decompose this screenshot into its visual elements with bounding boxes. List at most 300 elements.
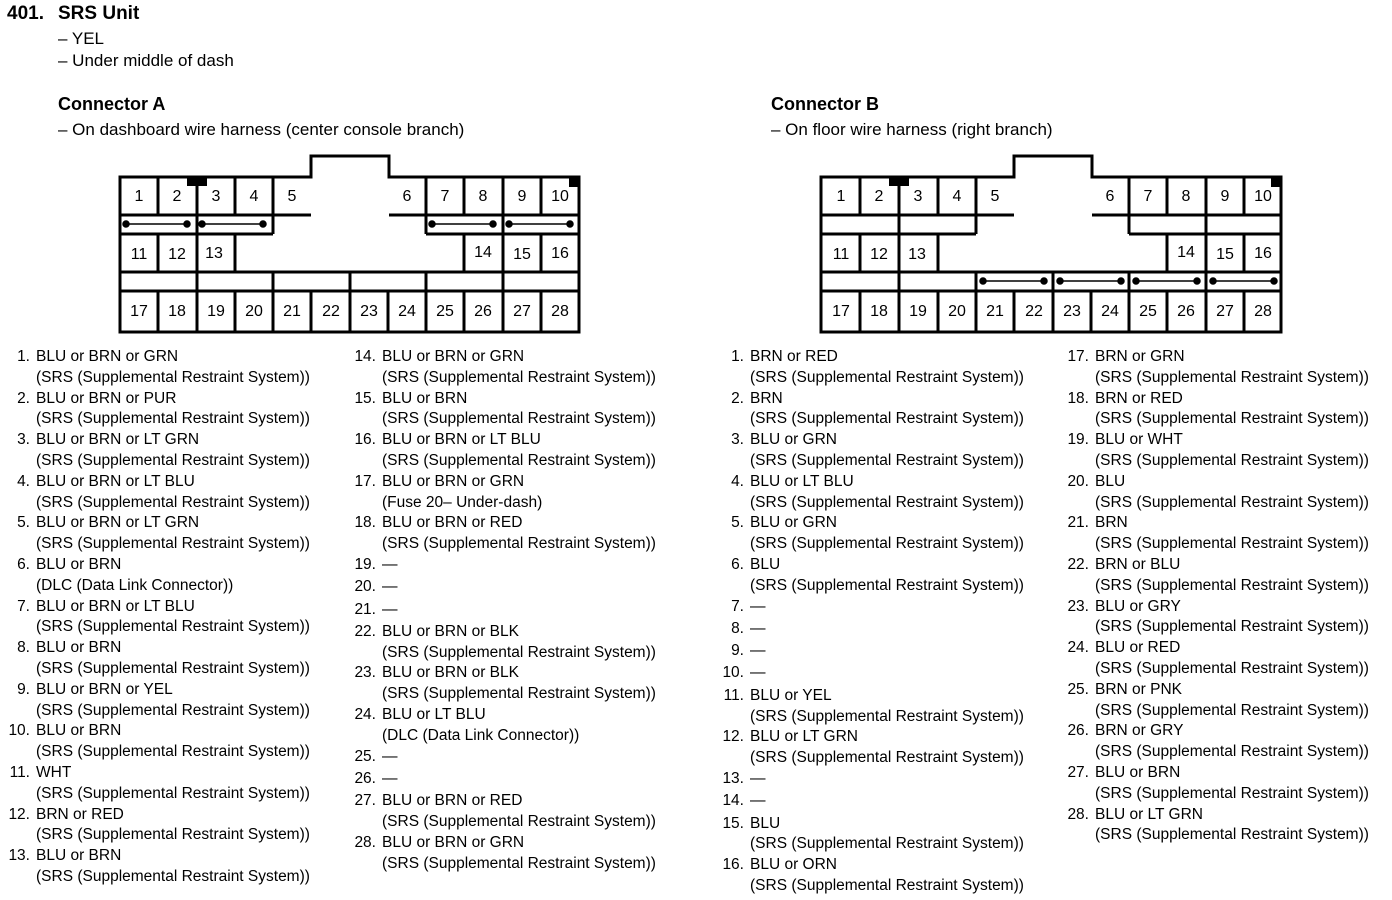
pin-label: 24: [1101, 303, 1119, 320]
wire-color: —: [750, 792, 766, 810]
pin-number: 24.: [1067, 639, 1089, 657]
pin-entry: [1063, 430, 1369, 472]
pin-description: [382, 430, 656, 472]
circuit-description: (SRS (Supplemental Restraint System)): [382, 410, 656, 428]
pin-label: 7: [440, 188, 450, 205]
wire-color: BLU or BRN or YEL: [36, 680, 173, 698]
circuit-description: (DLC (Data Link Connector)): [382, 726, 580, 744]
pin-entry: [1063, 389, 1369, 431]
pin-entry: [350, 389, 656, 431]
pin-label: 8: [1181, 188, 1191, 205]
pin-label: 15: [1216, 246, 1234, 263]
pin-description: [750, 663, 766, 684]
circuit-description: (Fuse 20– Under-dash): [382, 493, 543, 511]
pin-description: [1095, 721, 1369, 763]
pin-number: 25.: [354, 747, 376, 765]
circuit-description: (SRS (Supplemental Restraint System)): [750, 835, 1024, 853]
pin-number: 8.: [731, 619, 744, 637]
pin-number: 10.: [722, 664, 744, 682]
connector-a-pin-list-right: [350, 347, 656, 874]
pin-label: 28: [1254, 303, 1272, 320]
pin-label: 3: [913, 188, 923, 205]
pin-label: 14: [474, 244, 492, 261]
pin-description: [1095, 805, 1369, 847]
connector-a-pin-list-left: [4, 347, 310, 888]
circuit-description: (SRS (Supplemental Restraint System)): [1095, 743, 1369, 761]
circuit-description: (SRS (Supplemental Restraint System)): [36, 867, 310, 885]
pin-number: 12.: [722, 728, 744, 746]
circuit-description: (SRS (Supplemental Restraint System)): [1095, 493, 1369, 511]
circuit-description: (SRS (Supplemental Restraint System)): [36, 701, 310, 719]
pin-entry: [4, 721, 310, 763]
pin-number: 23.: [354, 664, 376, 682]
pin-entry: [350, 705, 656, 747]
pin-description: [382, 833, 656, 875]
pin-number: 4.: [731, 472, 744, 490]
pin-label: 13: [205, 245, 223, 262]
pin-entry: [718, 555, 1024, 597]
wire-color: BRN: [1095, 514, 1128, 532]
pin-entry: [718, 855, 1024, 897]
connector-b-pin-list-left: [718, 347, 1024, 897]
pin-label: 16: [551, 245, 569, 262]
pin-description: [36, 430, 310, 472]
wire-color: —: [750, 769, 766, 787]
unit-location: – Under middle of dash: [58, 51, 234, 70]
pin-number: 6.: [731, 555, 744, 573]
pin-description: [36, 846, 310, 888]
pin-description: [750, 814, 1024, 856]
pin-description: [1095, 680, 1369, 722]
pin-number: 15.: [722, 814, 744, 832]
circuit-description: (SRS (Supplemental Restraint System)): [750, 493, 1024, 511]
pin-entry: [1063, 805, 1369, 847]
circuit-description: (DLC (Data Link Connector)): [36, 576, 234, 594]
pin-number: 26.: [354, 769, 376, 787]
pin-entry: [350, 622, 656, 664]
wire-color: BLU or BRN or GRN: [382, 833, 525, 851]
pin-label: 21: [283, 303, 301, 320]
wire-color: BRN: [750, 389, 783, 407]
pin-number: 6.: [17, 555, 30, 573]
pin-description: [382, 663, 656, 705]
pin-description: [1095, 555, 1369, 597]
pin-entry: [1063, 555, 1369, 597]
pin-number: 15.: [354, 389, 376, 407]
pin-entry: [350, 555, 656, 576]
circuit-description: (SRS (Supplemental Restraint System)): [36, 368, 310, 386]
pin-label: 17: [130, 303, 148, 320]
pin-entry: [350, 791, 656, 833]
pin-label: 3: [211, 188, 221, 205]
pin-number: 24.: [354, 706, 376, 724]
wire-color: BLU or BRN or GRN: [382, 472, 525, 490]
pin-description: [750, 513, 1024, 555]
pin-description: [1095, 638, 1369, 680]
wire-color: BLU or BRN: [36, 722, 122, 740]
connector-b-diagram: [811, 150, 1291, 336]
pin-entry: [4, 763, 310, 805]
pin-label: 18: [870, 303, 888, 320]
pin-label: 17: [832, 303, 850, 320]
pin-number: 19.: [354, 555, 376, 573]
circuit-description: (SRS (Supplemental Restraint System)): [382, 813, 656, 831]
pin-number: 10.: [8, 722, 30, 740]
pin-entry: [718, 686, 1024, 728]
pin-label: 21: [986, 303, 1004, 320]
pin-entry: [350, 347, 656, 389]
pin-description: [1095, 763, 1369, 805]
pin-label: 6: [402, 188, 412, 205]
pin-description: [1095, 472, 1369, 514]
wire-color: BLU or LT BLU: [382, 706, 486, 724]
wire-color: BRN or RED: [36, 805, 124, 823]
circuit-description: (SRS (Supplemental Restraint System)): [36, 410, 310, 428]
circuit-description: (SRS (Supplemental Restraint System)): [750, 749, 1024, 767]
pin-number: 7.: [731, 597, 744, 615]
pin-description: [750, 347, 1024, 389]
pin-label: 15: [513, 246, 531, 263]
pin-label: 1: [134, 188, 144, 205]
wire-color: BLU or BRN or PUR: [36, 389, 177, 407]
pin-entry: [718, 791, 1024, 812]
connector-a-title: Connector A: [58, 94, 166, 114]
pin-entry: [4, 597, 310, 639]
wire-color: BLU or BRN or GRN: [382, 348, 525, 365]
pin-number: 14.: [722, 792, 744, 810]
section-title: SRS Unit: [58, 3, 140, 24]
pin-description: [750, 791, 766, 812]
pin-number: 21.: [1067, 514, 1089, 532]
pin-number: 8.: [17, 639, 30, 657]
pin-entry: [1063, 763, 1369, 805]
pin-label: 1: [836, 188, 846, 205]
pin-entry: [4, 680, 310, 722]
wire-color: BLU or GRN: [750, 431, 837, 449]
circuit-description: (SRS (Supplemental Restraint System)): [382, 368, 656, 386]
circuit-description: (SRS (Supplemental Restraint System)): [36, 535, 310, 553]
pin-number: 2.: [731, 389, 744, 407]
pin-entry: [350, 472, 656, 514]
pin-label: 11: [130, 246, 148, 263]
pin-label: 26: [474, 303, 492, 320]
pin-entry: [4, 513, 310, 555]
pin-label: 26: [1177, 303, 1195, 320]
pin-label: 20: [245, 303, 263, 320]
pin-number: 1.: [731, 348, 744, 365]
pin-label: 20: [948, 303, 966, 320]
pin-number: 9.: [731, 642, 744, 660]
pin-description: [36, 389, 310, 431]
pin-number: 20.: [1067, 472, 1089, 490]
pin-entry: [4, 389, 310, 431]
pin-label: 2: [172, 188, 182, 205]
circuit-description: (SRS (Supplemental Restraint System)): [382, 685, 656, 703]
pin-number: 17.: [1067, 348, 1089, 365]
pin-label: 23: [1063, 303, 1081, 320]
pin-number: 17.: [354, 472, 376, 490]
pin-number: 16.: [722, 856, 744, 874]
pin-description: [36, 513, 310, 555]
circuit-description: (SRS (Supplemental Restraint System)): [36, 493, 310, 511]
circuit-description: (SRS (Supplemental Restraint System)): [382, 535, 656, 553]
pin-description: [382, 769, 398, 790]
pin-number: 18.: [1067, 389, 1089, 407]
wire-color: BLU or BRN or LT BLU: [36, 472, 195, 490]
pin-number: 5.: [731, 514, 744, 532]
circuit-description: (SRS (Supplemental Restraint System)): [36, 743, 310, 761]
key-marker: [1271, 177, 1281, 187]
pin-label: 25: [1139, 303, 1157, 320]
circuit-description: (SRS (Supplemental Restraint System)): [36, 784, 310, 802]
wire-color: BRN or BLU: [1095, 555, 1181, 573]
pin-number: 22.: [354, 622, 376, 640]
pin-label: 22: [322, 303, 340, 320]
wire-color: BLU or BRN: [36, 555, 122, 573]
wire-color: BLU or LT GRN: [750, 728, 858, 746]
wire-color: BLU or BRN or LT BLU: [36, 597, 195, 615]
pin-number: 13.: [722, 769, 744, 787]
pin-label: 27: [513, 303, 531, 320]
wire-color: BLU or BRN: [36, 847, 122, 865]
wire-color: —: [750, 619, 766, 637]
wire-color: BLU or BRN or LT GRN: [36, 431, 200, 449]
pin-description: [382, 555, 398, 576]
key-marker: [569, 177, 579, 187]
pin-number: 9.: [17, 680, 30, 698]
circuit-description: (SRS (Supplemental Restraint System)): [36, 826, 310, 844]
pin-entry: [4, 638, 310, 680]
pin-description: [36, 597, 310, 639]
wire-color: —: [382, 555, 398, 573]
pin-entry: [1063, 347, 1369, 389]
pin-label: 16: [1254, 245, 1272, 262]
circuit-description: (SRS (Supplemental Restraint System)): [1095, 576, 1369, 594]
connector-b-pin-list-right: [1063, 347, 1369, 846]
circuit-description: (SRS (Supplemental Restraint System)): [750, 410, 1024, 428]
pin-label: 5: [287, 188, 297, 205]
pin-label: 12: [168, 246, 186, 263]
wire-color: BLU or BRN: [36, 639, 122, 657]
pin-label: 19: [207, 303, 225, 320]
section-number: 401.: [7, 3, 44, 24]
wire-color: BLU or ORN: [750, 856, 837, 874]
pin-number: 1.: [17, 348, 30, 365]
pin-description: [36, 805, 310, 847]
pin-number: 23.: [1067, 597, 1089, 615]
pin-entry: [718, 430, 1024, 472]
pin-number: 28.: [1067, 805, 1089, 823]
pin-description: [36, 680, 310, 722]
circuit-description: (SRS (Supplemental Restraint System)): [1095, 618, 1369, 636]
pin-description: [750, 686, 1024, 728]
wire-color: BLU: [750, 555, 781, 573]
pin-entry: [350, 663, 656, 705]
wire-color: BLU: [750, 814, 781, 832]
pin-label: 19: [909, 303, 927, 320]
pin-label: 13: [908, 246, 926, 263]
pin-entry: [350, 430, 656, 472]
pin-label: 11: [832, 246, 850, 263]
pin-description: [1095, 389, 1369, 431]
pin-entry: [718, 663, 1024, 684]
wire-color: BLU: [1095, 472, 1126, 490]
pin-label: 23: [360, 303, 378, 320]
pin-entry: [1063, 638, 1369, 680]
pin-description: [1095, 597, 1369, 639]
pin-description: [750, 389, 1024, 431]
pin-description: [382, 791, 656, 833]
pin-number: 19.: [1067, 431, 1089, 449]
pin-entry: [4, 430, 310, 472]
pin-number: 7.: [17, 597, 30, 615]
pin-label: 5: [990, 188, 1000, 205]
pin-entry: [1063, 513, 1369, 555]
pin-description: [750, 619, 766, 640]
wire-color: BLU or BRN or BLK: [382, 664, 519, 682]
pin-number: 26.: [1067, 722, 1089, 740]
pin-number: 21.: [354, 600, 376, 618]
pin-number: 5.: [17, 514, 30, 532]
pin-label: 18: [168, 303, 186, 320]
wire-color: WHT: [36, 763, 72, 781]
wire-color: BLU or BRN or LT GRN: [36, 514, 200, 532]
pin-description: [750, 769, 766, 790]
circuit-description: (SRS (Supplemental Restraint System)): [750, 576, 1024, 594]
circuit-description: (SRS (Supplemental Restraint System)): [1095, 826, 1369, 844]
pin-description: [382, 577, 398, 598]
circuit-description: (SRS (Supplemental Restraint System)): [1095, 410, 1369, 428]
pin-label: 22: [1025, 303, 1043, 320]
pin-description: [750, 855, 1024, 897]
wire-color: BRN or RED: [750, 348, 838, 365]
pin-description: [382, 389, 656, 431]
pin-number: 25.: [1067, 680, 1089, 698]
key-marker: [889, 177, 909, 186]
pin-description: [1095, 430, 1369, 472]
pin-label: 9: [1220, 188, 1230, 205]
pin-label: 9: [517, 188, 527, 205]
pin-number: 20.: [354, 578, 376, 596]
pin-description: [750, 555, 1024, 597]
pin-description: [750, 430, 1024, 472]
pin-label: 4: [952, 188, 962, 205]
circuit-description: (SRS (Supplemental Restraint System)): [750, 451, 1024, 469]
pin-entry: [718, 727, 1024, 769]
pin-entry: [350, 747, 656, 768]
pin-label: 14: [1177, 244, 1195, 261]
wire-color: BRN or PNK: [1095, 680, 1182, 698]
pin-entry: [718, 597, 1024, 618]
pin-number: 16.: [354, 431, 376, 449]
wire-color: —: [382, 769, 398, 787]
circuit-description: (SRS (Supplemental Restraint System)): [750, 876, 1024, 894]
pin-entry: [350, 833, 656, 875]
pin-description: [382, 472, 542, 514]
wire-color: —: [382, 600, 398, 618]
unit-color: – YEL: [58, 29, 105, 48]
pin-label: 10: [1254, 188, 1272, 205]
pin-description: [36, 347, 310, 389]
pin-number: 3.: [731, 431, 744, 449]
pin-description: [382, 600, 398, 621]
pin-entry: [350, 600, 656, 621]
pin-description: [1095, 347, 1369, 389]
wire-color: —: [750, 597, 766, 615]
circuit-description: (SRS (Supplemental Restraint System)): [382, 643, 656, 661]
pin-entry: [718, 513, 1024, 555]
pin-label: 6: [1105, 188, 1115, 205]
pin-entry: [350, 769, 656, 790]
wire-color: BLU or RED: [1095, 639, 1181, 657]
pin-entry: [350, 513, 656, 555]
circuit-description: (SRS (Supplemental Restraint System)): [382, 854, 656, 872]
pin-label: 12: [870, 246, 888, 263]
pin-number: 27.: [354, 792, 376, 810]
connector-a-location: – On dashboard wire harness (center console branch): [58, 120, 465, 139]
wire-color: BLU or WHT: [1095, 431, 1183, 449]
pin-description: [1095, 513, 1369, 555]
pin-number: 13.: [8, 847, 30, 865]
wire-color: —: [382, 578, 398, 596]
pin-number: 12.: [8, 805, 30, 823]
pin-description: [750, 641, 766, 662]
pin-entry: [718, 472, 1024, 514]
pin-label: 8: [478, 188, 488, 205]
pin-number: 2.: [17, 389, 30, 407]
pin-number: 18.: [354, 514, 376, 532]
pin-description: [36, 721, 310, 763]
circuit-description: (SRS (Supplemental Restraint System)): [1095, 535, 1369, 553]
wire-color: BRN or GRY: [1095, 722, 1184, 740]
wire-color: BLU or LT BLU: [750, 472, 854, 490]
pin-entry: [1063, 472, 1369, 514]
key-marker: [187, 177, 207, 186]
pin-entry: [1063, 597, 1369, 639]
pin-entry: [1063, 680, 1369, 722]
pin-description: [750, 727, 1024, 769]
wire-color: BLU or YEL: [750, 686, 832, 704]
pin-label: 27: [1216, 303, 1234, 320]
pin-entry: [350, 577, 656, 598]
pin-number: 11.: [9, 763, 30, 781]
pin-label: 24: [398, 303, 416, 320]
pin-label: 4: [249, 188, 259, 205]
circuit-description: (SRS (Supplemental Restraint System)): [1095, 451, 1369, 469]
pin-entry: [718, 347, 1024, 389]
pin-label: 7: [1143, 188, 1153, 205]
wire-color: —: [750, 664, 766, 682]
pin-description: [382, 347, 656, 389]
wire-color: —: [750, 642, 766, 660]
wire-color: BLU or LT GRN: [1095, 805, 1203, 823]
circuit-description: (SRS (Supplemental Restraint System)): [1095, 659, 1369, 677]
wire-color: BLU or BRN or RED: [382, 514, 523, 532]
pin-entry: [1063, 721, 1369, 763]
connector-b-location: – On floor wire harness (right branch): [771, 120, 1053, 139]
pin-description: [750, 597, 766, 618]
wire-color: BLU or BRN or BLK: [382, 622, 519, 640]
circuit-description: (SRS (Supplemental Restraint System)): [36, 618, 310, 636]
circuit-description: (SRS (Supplemental Restraint System)): [382, 451, 656, 469]
wire-color: BRN or GRN: [1095, 348, 1185, 365]
pin-description: [382, 622, 656, 664]
pin-entry: [4, 347, 310, 389]
circuit-description: (SRS (Supplemental Restraint System)): [750, 368, 1024, 386]
pin-number: 22.: [1067, 555, 1089, 573]
pin-entry: [718, 641, 1024, 662]
circuit-description: (SRS (Supplemental Restraint System)): [36, 451, 310, 469]
